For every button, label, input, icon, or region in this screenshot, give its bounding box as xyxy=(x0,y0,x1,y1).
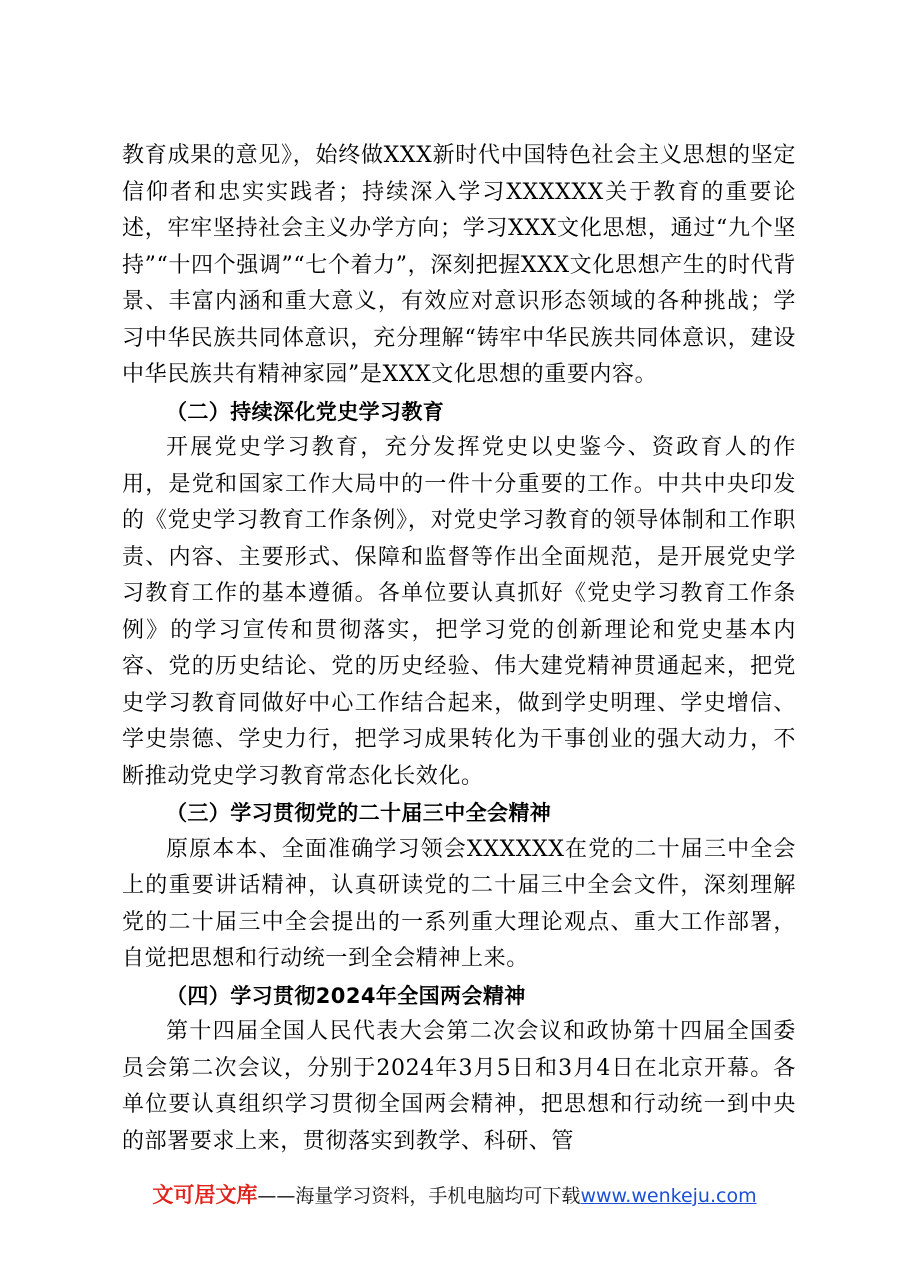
section-heading-4: （四）学习贯彻2024年全国两会精神 xyxy=(166,983,526,1008)
document-body xyxy=(122,138,796,1160)
paragraph-party-history: 开展党史学习教育，充分发挥党史以史鉴今、资政育人的作用，是党和国家工作大局中的一件十分重要的工作。中共中央印发的《党史学习教育工作条例》，对党史学习教育的领导体制和工作职责、内容、主要形式、保障和监督等作出全面规范，是开展党史学习教育工作的基本遵循。各单位要认真抓好《党史学习教育工作条例》的学习宣传和贯彻落实，把学习党的创新理论和党史基本内容、党的历史结论、党的历史经验、伟大建党精神贯通起来，把党史学习教育同做好中心工作结合起来，做到学史明理、学史增信、学史崇德、学史力行，把学习成果转化为干事创业的强大动力，不断推动党史学习教育常态化长效化。 xyxy=(122,435,796,789)
paragraph-two-sessions: 第十四届全国人民代表大会第二次会议和政协第十四届全国委员会第二次会议，分别于2024年3月5日和3月4日在北京开幕。各单位要认真组织学习贯彻全国两会精神，把思想和行动统一到中央的部署要求上来，贯彻落实到教学、科研、管 xyxy=(122,1019,796,1154)
paragraph-third-plenum: 原原本本、全面准确学习领会XXXXXX在党的二十届三中全会上的重要讲话精神，认真研读党的二十届三中全会文件，深刻理解党的二十届三中全会提出的一系列重大理论观点、重大工作部署，自觉把思想和行动统一到全会精神上来。 xyxy=(122,836,796,971)
paragraph-continuation: 教育成果的意见》，始终做XXX新时代中国特色社会主义思想的坚定信仰者和忠实实践者；持续深入学习XXXXXX关于教育的重要论述，牢牢坚持社会主义办学方向；学习XXX文化思想，通过“九个坚持”“十四个强调”“七个着力”，深刻把握XXX文化思想产生的时代背景、丰富内涵和重大意义，有效应对意识形态领域的各种挑战；学习中华民族共同体意识，充分理解“铸牢中华民族共同体意识，建设中华民族共有精神家园”是XXX文化思想的重要内容。 xyxy=(122,143,796,387)
footer-tagline: ——海量学习资料，手机电脑均可下载 xyxy=(257,1185,581,1207)
footer-banner xyxy=(0,1180,909,1211)
section-heading-2: （二）持续深化党史学习教育 xyxy=(166,399,445,424)
website-link[interactable]: www.wenkeju.com xyxy=(580,1185,757,1207)
brand-name: 文可居文库 xyxy=(152,1183,258,1207)
section-heading-3: （三）学习贯彻党的二十届三中全会精神 xyxy=(166,801,552,825)
